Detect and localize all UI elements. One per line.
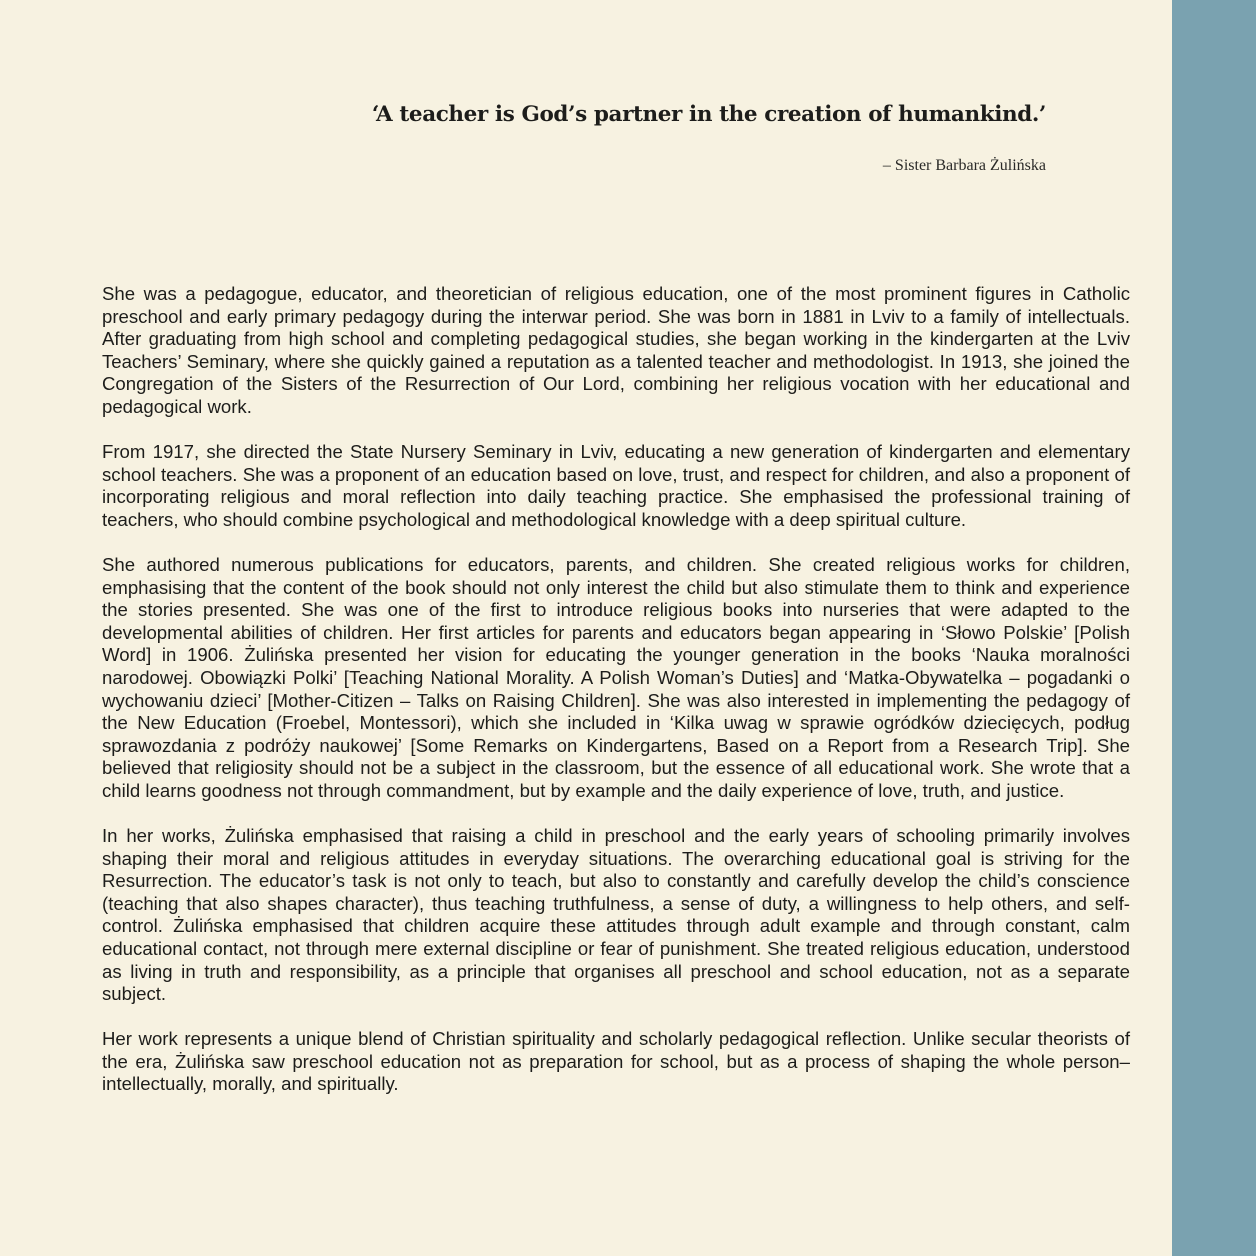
paragraph-4: In her works, Żulińska emphasised that raising a child in preschool and the early years of schooling primarily involves shaping their moral and religious attitudes in everyday situations. The overarching educational goal is striving for the Resurrection. The educator’s task is not only to teach, but also to constantly and carefully develop the child’s conscience (teaching that also shapes character), thus teaching truthfulness, a sense of duty, a willingness to help others, and self-control. Żulińska emphasised that children acquire these attitudes through adult example and through constant, calm educational contact, not through mere external discipline or fear of punishment. She treated religious education, understood as living in truth and responsibility, as a principle that organises all preschool and school education, not as a separate subject.: [102, 824, 1130, 1005]
paragraph-1: She was a pedagogue, educator, and theoretician of religious education, one of the most prominent figures in Catholic preschool and early primary pedagogy during the interwar period. She was born in 1881 in Lviv to a family of intellectuals. After graduating from high school and completing pedagogical studies, she began working in the kindergarten at the Lviv Teachers’ Seminary, where she quickly gained a reputation as a talented teacher and methodologist. In 1913, she joined the Congregation of the Sisters of the Resurrection of Our Lord, combining her religious vocation with her educational and pedagogical work.: [102, 283, 1130, 417]
biography-text: [102, 283, 1130, 1096]
side-color-band: [1172, 0, 1256, 1256]
paragraph-3: She authored numerous publications for educators, parents, and children. She created religious works for children, emphasising that the content of the book should not only interest the child but also stimulate them to think and experience the stories presented. She was one of the first to introduce religious books into nurseries that were adapted to the developmental abilities of children. Her first articles for parents and educators began appearing in ‘Słowo Polskie’ [Polish Word] in 1906. Żulińska presented her vision for educating the younger generation in the books ‘Nauka moralności narodowej. Obowiązki Polki’ [Teaching National Morality. A Polish Woman’s Duties] and ‘Matka-Obywatelka – pogadanki o wychowaniu dzieci’ [Mother-Citizen – Talks on Raising Children]. She was also interested in implementing the pedagogy of the New Education (Froebel, Montessori), which she included in ‘Kilka uwag w sprawie ogródków dziecięcych, podług sprawozdania z podróży naukowej’ [Some Remarks on Kindergartens, Based on a Report from a Research Trip]. She believed that religiosity should not be a subject in the classroom, but the essence of all educational work. She wrote that a child learns goodness not through commandment, but by example and the daily experience of love, truth, and justice.: [102, 553, 1130, 801]
epigraph-attribution: – Sister Barbara Żulińska: [882, 157, 1046, 174]
epigraph-quote: ‘A teacher is God’s partner in the creation of humankind.’: [371, 102, 1046, 127]
paragraph-5: Her work represents a unique blend of Christian spirituality and scholarly pedagogical reflection. Unlike secular theorists of the era, Żulińska saw preschool education not as preparation for school, but as a process of shaping the whole person–intellectually, morally, and spiritually.: [102, 1028, 1130, 1095]
paragraph-2: From 1917, she directed the State Nursery Seminary in Lviv, educating a new generation of kindergarten and elementary school teachers. She was a proponent of an education based on love, trust, and respect for children, and also a proponent of incorporating religious and moral reflection into daily teaching practice. She emphasised the professional training of teachers, who should combine psychological and methodological knowledge with a deep spiritual culture.: [102, 441, 1130, 530]
